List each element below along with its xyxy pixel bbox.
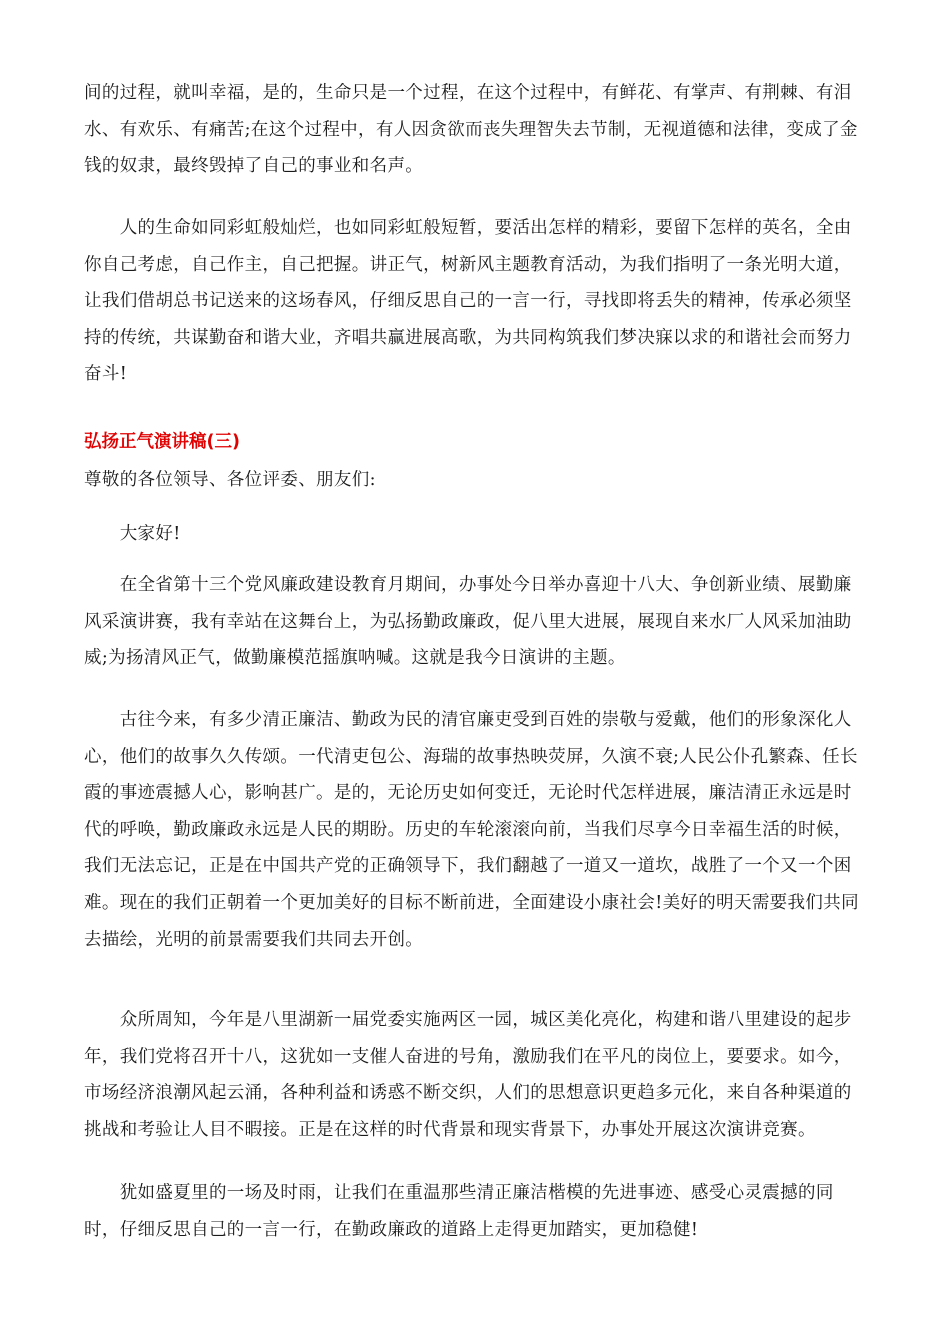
section-heading: 弘扬正气演讲稿(三) bbox=[84, 432, 240, 452]
text-line: 让我们借胡总书记送来的这场春风，仔细反思自己的一言一行，寻找即将丢失的精神，传承必须坚 bbox=[84, 291, 852, 312]
text-line: 水、有欢乐、有痛苦;在这个过程中，有人因贪欲而丧失理智失去节制，无视道德和法律，变成了金 bbox=[84, 119, 858, 140]
paragraph-2 bbox=[84, 210, 870, 393]
text-line: 风采演讲赛，我有幸站在这舞台上，为弘扬勤政廉政，促八里大进展，展现自来水厂人风采加油助 bbox=[84, 611, 852, 632]
text-line: 去描绘，光明的前景需要我们共同去开创。 bbox=[84, 929, 424, 950]
paragraph-6 bbox=[84, 1175, 870, 1248]
paragraph-5 bbox=[84, 1002, 870, 1148]
text-line: 犹如盛夏里的一场及时雨，让我们在重温那些清正廉洁楷模的先进事迹、感受心灵震撼的同 bbox=[84, 1183, 834, 1203]
text-line: 众所周知，今年是八里湖新一届党委实施两区一园，城区美化亮化，构建和谐八里建设的起步 bbox=[84, 1010, 852, 1030]
text-line: 难。现在的我们正朝着一个更加美好的目标不断前进，全面建设小康社会!美好的明天需要我们共同 bbox=[84, 892, 859, 913]
text-line: 时，仔细反思自己的一言一行，在勤政廉政的道路上走得更加踏实，更加稳健! bbox=[84, 1219, 699, 1240]
text-line: 古往今来，有多少清正廉洁、勤政为民的清官廉吏受到百姓的崇敬与爱戴，他们的形象深化人 bbox=[84, 710, 852, 730]
text-line: 间的过程，就叫幸福，是的，生命只是一个过程，在这个过程中，有鲜花、有掌声、有荆棘、有泪 bbox=[84, 83, 852, 103]
salutation: 尊敬的各位领导、各位评委、朋友们: bbox=[84, 470, 376, 490]
text-line: 在全省第十三个党风廉政建设教育月期间，办事处今日举办喜迎十八大、争创新业绩、展勤廉 bbox=[84, 575, 852, 595]
text-line: 奋斗! bbox=[84, 364, 128, 385]
text-line: 市场经济浪潮风起云涌，各种利益和诱惑不断交织，人们的思想意识更趋多元化，来自各种渠道的 bbox=[84, 1083, 852, 1104]
text-line: 威;为扬清风正气，做勤廉模范摇旗呐喊。这就是我今日演讲的主题。 bbox=[84, 648, 626, 669]
greeting: 大家好! bbox=[84, 524, 181, 544]
text-line: 年，我们党将召开十八，这犹如一支催人奋进的号角，激励我们在平凡的岗位上，要要求。如今， bbox=[84, 1046, 852, 1067]
text-line: 代的呼唤，勤政廉政永远是人民的期盼。历史的车轮滚滚向前，当我们尽享今日幸福生活的时候， bbox=[84, 819, 852, 840]
text-line: 你自己考虑，自己作主，自己把握。讲正气，树新风主题教育活动，为我们指明了一条光明大道， bbox=[84, 254, 852, 275]
text-line: 我们无法忘记，正是在中国共产党的正确领导下，我们翻越了一道又一道坎，战胜了一个又一个困 bbox=[84, 856, 852, 877]
text-line: 心，他们的故事久久传颂。一代清吏包公、海瑞的故事热映荧屏，久演不衰;人民公仆孔繁森、任长 bbox=[84, 746, 858, 767]
text-line: 人的生命如同彩虹般灿烂，也如同彩虹般短暂，要活出怎样的精彩，要留下怎样的英名，全由 bbox=[84, 218, 852, 238]
text-line: 霞的事迹震撼人心，影响甚广。是的，无论历史如何变迁，无论时代怎样进展，廉洁清正永远是时 bbox=[84, 783, 852, 804]
paragraph-3 bbox=[84, 567, 870, 677]
text-line: 持的传统，共谋勤奋和谐大业，齐唱共赢进展高歌，为共同构筑我们梦决寐以求的和谐社会而努力 bbox=[84, 327, 852, 348]
paragraph-4 bbox=[84, 702, 870, 958]
text-line: 挑战和考验让人目不暇接。正是在这样的时代背景和现实背景下，办事处开展这次演讲竞赛。 bbox=[84, 1119, 816, 1140]
paragraph-1 bbox=[84, 75, 870, 185]
text-line: 钱的奴隶，最终毁掉了自己的事业和名声。 bbox=[84, 156, 424, 177]
